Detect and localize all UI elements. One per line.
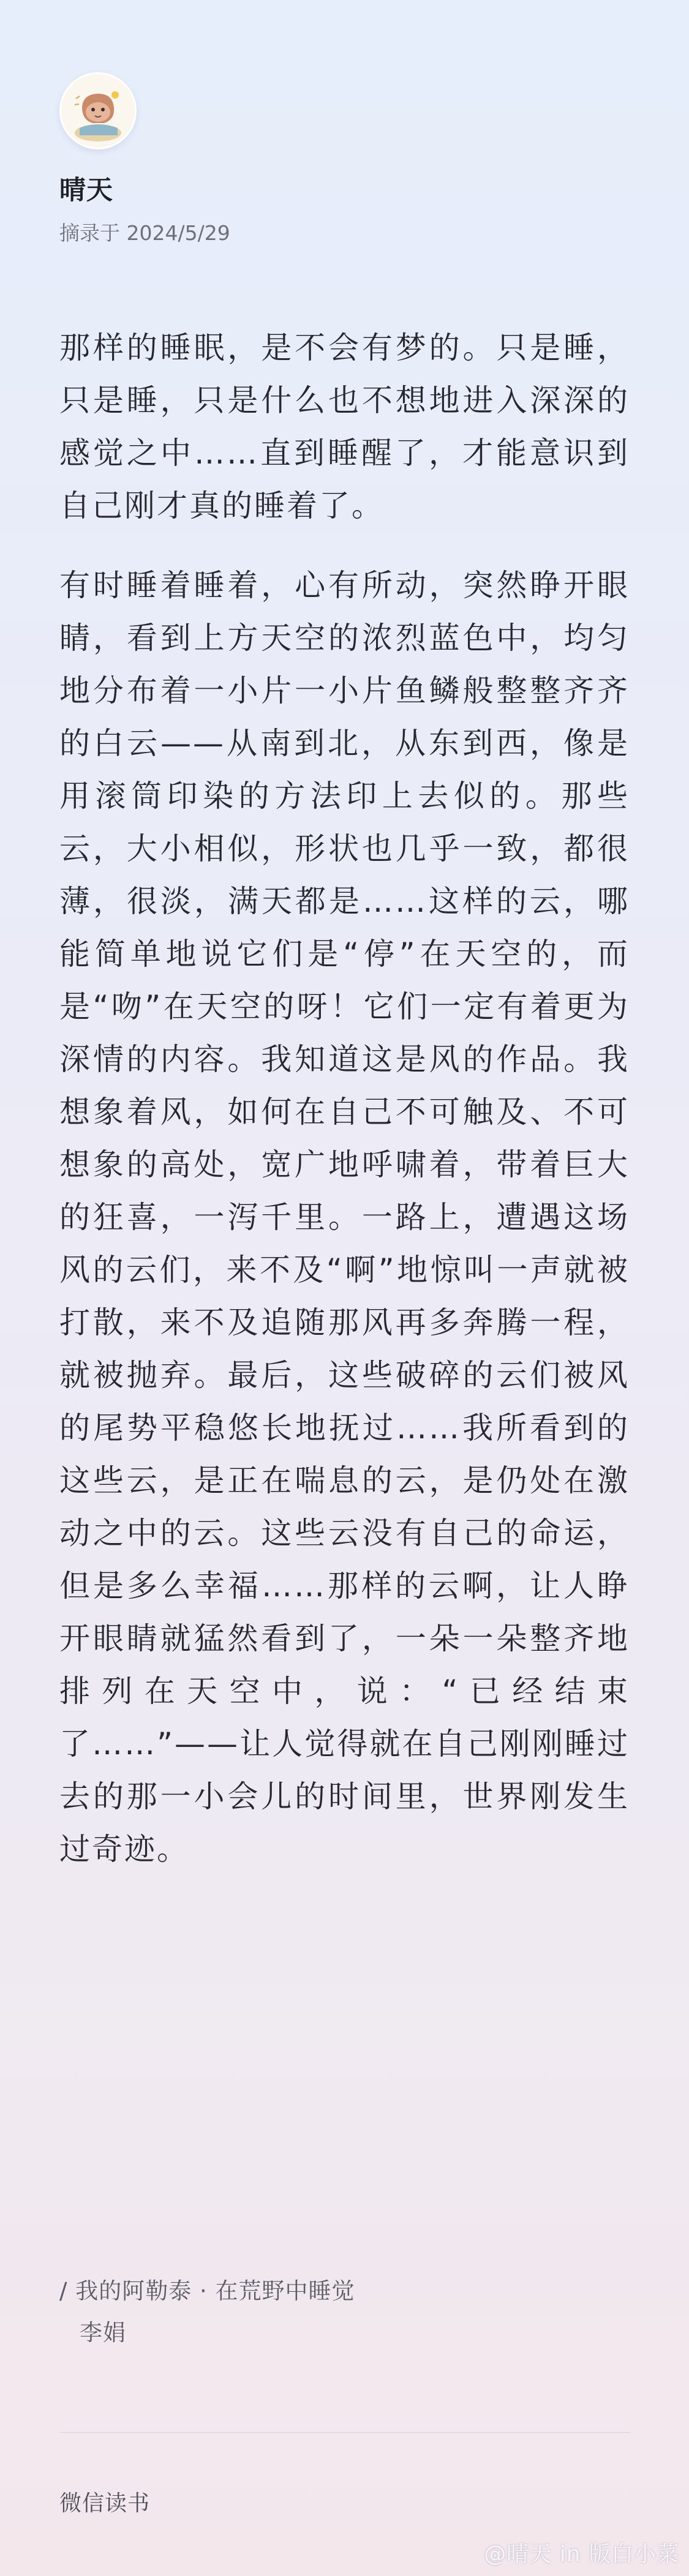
user-name[interactable]: 晴天	[59, 175, 113, 206]
quote-paragraph: 有时睡着睡着，心有所动，突然睁开眼睛，看到上方天空的浓烈蓝色中，均匀地分布着一小片一小片鱼鳞般整整齐齐的白云——从南到北，从东到西，像是用滚筒印染的方法印上去似的。那些云，大小相似，形状也几乎一致，都很薄，很淡，满天都是……这样的云，哪能简单地说它们是“停”在天空的，而是“吻”在天空的呀！它们一定有着更为深情的内容。我知道这是风的作品。我想象着风，如何在自己不可触及、不可想象的高处，宽广地呼啸着，带着巨大的狂喜，一泻千里。一路上，遭遇这场风的云们，来不及“啊”地惊叫一声就被打散，来不及追随那风再多奔腾一程，就被抛弃。最后，这些破碎的云们被风的尾势平稳悠长地抚过……我所看到的这些云，是正在喘息的云，是仍处在激动之中的云。这些云没有自己的命运，但是多么幸福……那样的云啊，让人睁开眼睛就猛然看到了，一朵一朵整齐地排列在天空中，说：“已经结束了……”——让人觉得就在自己刚刚睡过去的那一小会儿的时间里，世界刚发生过奇迹。	[59, 568, 630, 1867]
excerpt-date: 摘录于 2024/5/29	[59, 221, 230, 245]
excerpt-card	[59, 0, 630, 2576]
watermark: @晴天 in 版白小菜	[484, 2542, 679, 2567]
book-author: 李娟	[80, 2319, 126, 2346]
quote-body	[59, 321, 630, 1876]
app-name: 微信读书	[59, 2491, 151, 2516]
book-source[interactable]: / 我的阿勒泰 · 在荒野中睡觉	[59, 2278, 355, 2304]
user-avatar-illustration-icon	[61, 74, 135, 148]
quote-paragraph: 那样的睡眠，是不会有梦的。只是睡，只是睡，只是什么也不想地进入深深的感觉之中……直到睡醒了，才能意识到自己刚才真的睡着了。	[59, 330, 630, 524]
avatar[interactable]	[59, 72, 137, 149]
divider	[59, 2432, 630, 2433]
